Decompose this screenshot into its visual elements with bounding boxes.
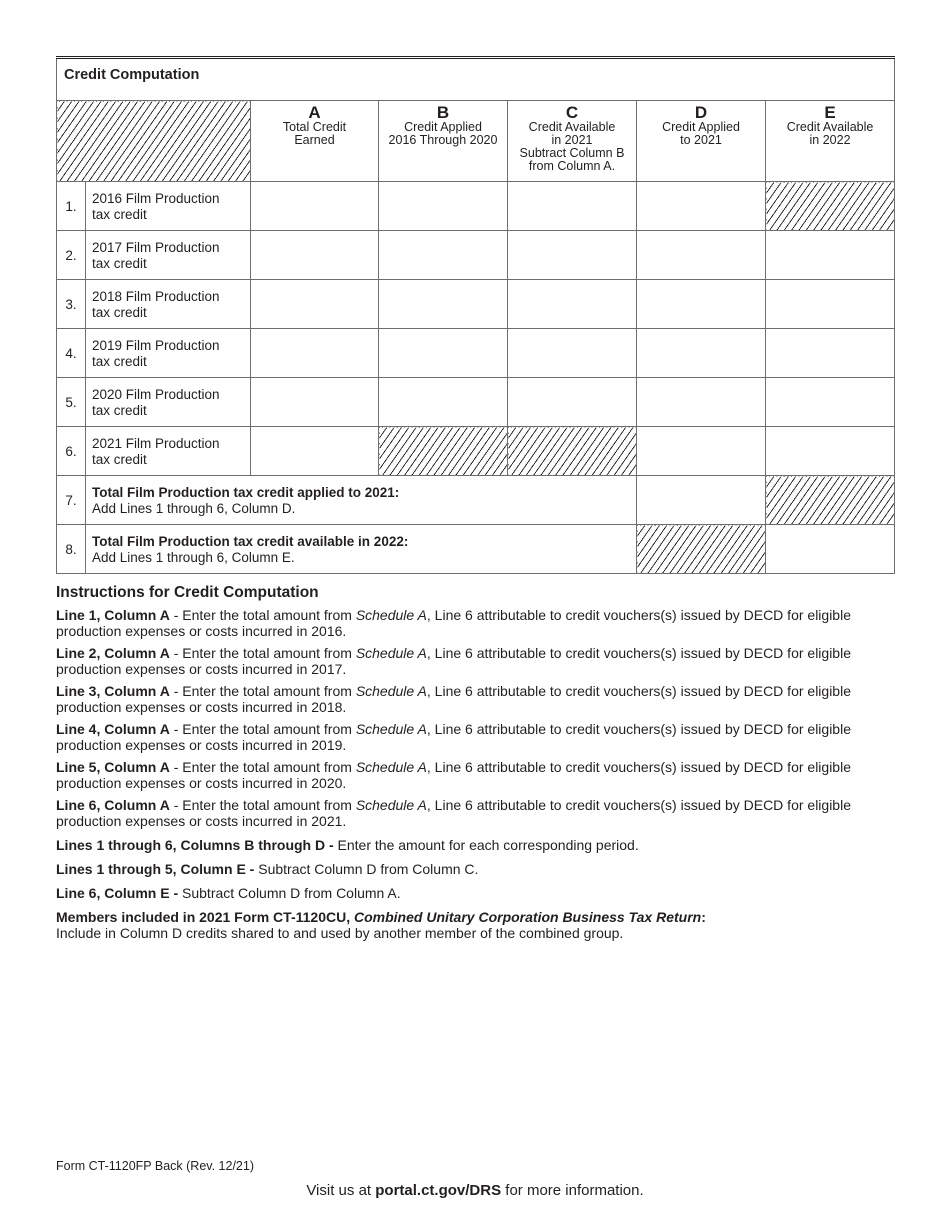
line-label: [86, 378, 251, 427]
line-2-column-b-field[interactable]: [379, 231, 508, 280]
instruction-line-1: [56, 607, 876, 639]
line-5-column-c-field[interactable]: [508, 378, 637, 427]
table-row: [57, 231, 895, 280]
column-desc: 2016 Through 2020: [388, 133, 498, 147]
line-number: 1.: [57, 182, 86, 231]
instruction-bold: Line 3, Column A: [56, 683, 170, 699]
instruction-bold: Line 4, Column A: [56, 721, 170, 737]
line-label-text: 2019 Film Production: [92, 338, 220, 353]
line-7-column-e-shaded: [766, 476, 895, 525]
line-2-column-d-field[interactable]: [637, 231, 766, 280]
instruction-text: , Line 6 attributable to credit vouchers(s) issued by DECD for eligible production expenses or costs incurred in: [56, 797, 851, 829]
instruction-year: 2020.: [311, 775, 347, 791]
line-label-text: 2016 Film Production: [92, 191, 220, 206]
instruction-bold: Line 6, Column A: [56, 797, 170, 813]
hatched-header-corner: [57, 101, 251, 182]
line-3-column-c-field[interactable]: [508, 280, 637, 329]
table-title: Credit Computation: [57, 58, 895, 101]
instruction-line-5: [56, 759, 876, 791]
column-desc: Earned: [294, 133, 335, 147]
schedule-ref: Schedule A: [355, 759, 427, 775]
schedule-ref: Schedule A: [355, 721, 427, 737]
line-1-column-d-field[interactable]: [637, 182, 766, 231]
schedule-ref: Schedule A: [355, 683, 427, 699]
instruction-text: , Line 6 attributable to credit vouchers(s) issued by DECD for eligible production expenses or costs incurred in: [56, 683, 851, 715]
instruction-bold: Line 5, Column A: [56, 759, 170, 775]
line-4-column-a-field[interactable]: [251, 329, 379, 378]
line-5-column-e-field[interactable]: [766, 378, 895, 427]
column-desc: in 2021: [551, 133, 593, 147]
line-label-text: tax credit: [92, 452, 147, 467]
column-desc: Credit Applied: [404, 120, 482, 134]
line-4-column-e-field[interactable]: [766, 329, 895, 378]
form-title-ref: Combined Unitary Corporation Business Tax Return: [354, 909, 702, 925]
instruction-year: 2018.: [311, 699, 347, 715]
instruction-column-e-1-5: [56, 861, 876, 877]
line-2-column-a-field[interactable]: [251, 231, 379, 280]
column-desc: in 2022: [809, 133, 851, 147]
line-2-column-e-field[interactable]: [766, 231, 895, 280]
line-5-column-b-field[interactable]: [379, 378, 508, 427]
column-desc: Credit Available: [528, 120, 616, 134]
instruction-year: 2017.: [311, 661, 347, 677]
instruction-line-4: [56, 721, 876, 753]
instruction-text: Include in Column D credits shared to and used by another member of the combined group.: [56, 925, 624, 941]
instruction-text: , Line 6 attributable to credit vouchers(s) issued by DECD for eligible production expenses or costs incurred in: [56, 607, 851, 639]
instruction-bold: Line 6, Column E -: [56, 885, 179, 901]
line-number: 4.: [57, 329, 86, 378]
column-letter: A: [308, 103, 321, 122]
instruction-bold: Lines 1 through 5, Column E -: [56, 861, 255, 877]
line-number: 8.: [57, 525, 86, 574]
instruction-text: - Enter the total amount from: [169, 645, 356, 661]
line-1-column-a-field[interactable]: [251, 182, 379, 231]
line-6-column-c-shaded: [508, 427, 637, 476]
schedule-ref: Schedule A: [355, 797, 427, 813]
line-number: 7.: [57, 476, 86, 525]
line-8-column-d-shaded: [637, 525, 766, 574]
total-title: Total Film Production tax credit applied to 2021:: [92, 485, 400, 500]
total-sub: Add Lines 1 through 6, Column E.: [92, 550, 295, 565]
table-row: [57, 182, 895, 231]
line-5-column-d-field[interactable]: [637, 378, 766, 427]
instructions-section: [56, 585, 876, 947]
visit-post: for more information.: [501, 1182, 644, 1199]
line-1-column-b-field[interactable]: [379, 182, 508, 231]
line-label-text: tax credit: [92, 354, 147, 369]
line-label-text: 2020 Film Production: [92, 387, 220, 402]
instruction-members: [56, 909, 876, 941]
line-6-column-e-field[interactable]: [766, 427, 895, 476]
instruction-bold: :: [701, 909, 706, 925]
column-desc: to 2021: [680, 133, 722, 147]
instruction-column-e-6: [56, 885, 876, 901]
line-label-text: tax credit: [92, 403, 147, 418]
instruction-text: , Line 6 attributable to credit vouchers(s) issued by DECD for eligible production expenses or costs incurred in: [56, 645, 851, 677]
table-row: [57, 378, 895, 427]
instruction-line-6: [56, 797, 876, 829]
line-6-column-a-field[interactable]: [251, 427, 379, 476]
column-desc: Credit Applied: [662, 120, 740, 134]
column-a-header: [251, 101, 379, 182]
line-number: 3.: [57, 280, 86, 329]
instruction-text: Subtract Column D from Column C.: [254, 861, 479, 877]
column-desc: Subtract Column B: [519, 146, 625, 160]
column-desc: from Column A.: [528, 159, 616, 173]
line-label-text: tax credit: [92, 256, 147, 271]
instruction-text: , Line 6 attributable to credit vouchers(s) issued by DECD for eligible production expenses or costs incurred in: [56, 721, 851, 753]
line-6-column-d-field[interactable]: [637, 427, 766, 476]
instruction-line-2: [56, 645, 876, 677]
line-7-column-d-field[interactable]: [637, 476, 766, 525]
line-label-text: tax credit: [92, 207, 147, 222]
instruction-text: Enter the amount for each corresponding period.: [333, 837, 639, 853]
instruction-year: 2021.: [311, 813, 347, 829]
instruction-bold: Members included in 2021 Form CT-1120CU,: [56, 909, 354, 925]
line-number: 5.: [57, 378, 86, 427]
table-row: [57, 329, 895, 378]
credit-computation-table: [56, 56, 895, 574]
total-sub: Add Lines 1 through 6, Column D.: [92, 501, 296, 516]
line-number: 6.: [57, 427, 86, 476]
line-number: 2.: [57, 231, 86, 280]
total-label: [86, 476, 637, 525]
line-2-column-c-field[interactable]: [508, 231, 637, 280]
instruction-text: Subtract Column D from Column A.: [178, 885, 401, 901]
instruction-text: - Enter the total amount from: [169, 721, 356, 737]
line-label-text: tax credit: [92, 305, 147, 320]
column-c-header: [508, 101, 637, 182]
line-1-column-e-shaded: [766, 182, 895, 231]
instruction-text: , Line 6 attributable to credit vouchers(s) issued by DECD for eligible production expenses or costs incurred in: [56, 759, 851, 791]
instruction-bold: Lines 1 through 6, Columns B through D -: [56, 837, 334, 853]
line-label: [86, 280, 251, 329]
instruction-text: - Enter the total amount from: [169, 607, 356, 623]
line-3-column-e-field[interactable]: [766, 280, 895, 329]
table-row: [57, 476, 895, 525]
column-b-header: [379, 101, 508, 182]
line-1-column-c-field[interactable]: [508, 182, 637, 231]
column-letter: B: [436, 103, 450, 122]
line-4-column-b-field[interactable]: [379, 329, 508, 378]
form-identifier: Form CT-1120FP Back (Rev. 12/21): [56, 1159, 254, 1173]
table-row: [57, 525, 895, 574]
line-label-text: 2018 Film Production: [92, 289, 220, 304]
line-6-column-b-shaded: [379, 427, 508, 476]
instruction-year: 2019.: [311, 737, 347, 753]
schedule-ref: Schedule A: [355, 607, 427, 623]
instruction-text: - Enter the total amount from: [169, 683, 356, 699]
line-5-column-a-field[interactable]: [251, 378, 379, 427]
column-desc: Total Credit: [282, 120, 347, 134]
line-label: [86, 427, 251, 476]
visit-pre: Visit us at: [306, 1182, 376, 1199]
line-label: [86, 231, 251, 280]
column-desc: Credit Available: [786, 120, 874, 134]
line-3-column-d-field[interactable]: [637, 280, 766, 329]
total-label: [86, 525, 637, 574]
column-letter: E: [824, 103, 836, 122]
line-label-text: 2021 Film Production: [92, 436, 220, 451]
line-4-column-c-field[interactable]: [508, 329, 637, 378]
instruction-bold: Line 2, Column A: [56, 645, 170, 661]
instruction-text: - Enter the total amount from: [169, 759, 356, 775]
instruction-text: - Enter the total amount from: [169, 797, 356, 813]
portal-link[interactable]: portal.ct.gov/DRS: [375, 1182, 502, 1199]
line-label: [86, 329, 251, 378]
table-row: [57, 427, 895, 476]
table-row: [57, 280, 895, 329]
column-letter: D: [694, 103, 708, 122]
line-label: [86, 182, 251, 231]
instruction-line-3: [56, 683, 876, 715]
column-letter: C: [565, 103, 579, 122]
line-label-text: 2017 Film Production: [92, 240, 220, 255]
instruction-columns-b-d: [56, 837, 876, 853]
instruction-year: 2016.: [311, 623, 347, 639]
column-e-header: [766, 101, 895, 182]
column-d-header: [637, 101, 766, 182]
line-4-column-d-field[interactable]: [637, 329, 766, 378]
instructions-heading: Instructions for Credit Computation: [56, 584, 319, 601]
instruction-bold: Line 1, Column A: [56, 607, 170, 623]
line-3-column-b-field[interactable]: [379, 280, 508, 329]
line-8-column-e-field[interactable]: [766, 525, 895, 574]
line-3-column-a-field[interactable]: [251, 280, 379, 329]
footer-visit-line: [0, 1182, 950, 1199]
total-title: Total Film Production tax credit available in 2022:: [92, 534, 409, 549]
schedule-ref: Schedule A: [355, 645, 427, 661]
